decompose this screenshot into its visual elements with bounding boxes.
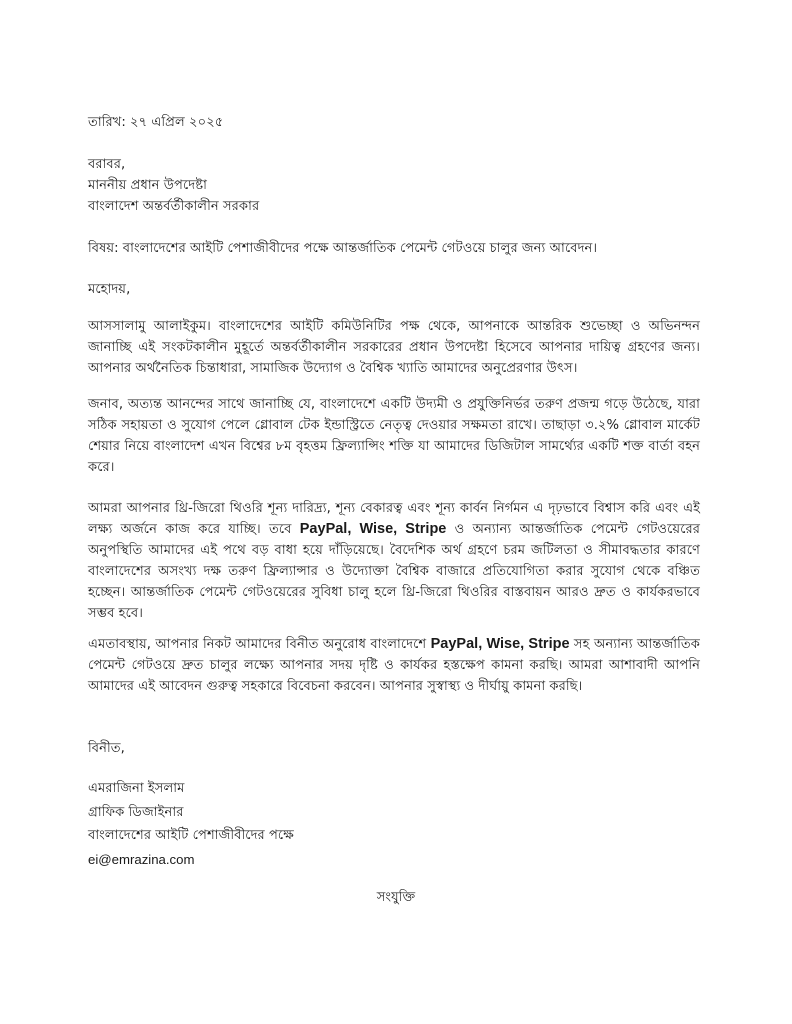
letter-greeting: মহোদয়, <box>88 282 131 297</box>
signer-email[interactable]: ei@emrazina.com <box>88 851 195 867</box>
recipient-salutation: বরাবর, <box>88 157 126 172</box>
signer-designation: গ্রাফিক ডিজাইনার <box>88 804 184 820</box>
recipient-title: মাননীয় প্রধান উপদেষ্টা <box>88 178 207 193</box>
recipient-organization: বাংলাদেশ অন্তর্বর্তীকালীন সরকার <box>88 199 260 214</box>
signer-name: এমরাজিনা ইসলাম <box>88 781 185 796</box>
paragraph-greeting: আসসালামু আলাইকুম। বাংলাদেশের আইটি কমিউনিটির পক্ষ থেকে, আপনাকে আন্তরিক শুভেচ্ছা ও অভিনন্দন জানাচ্ছি এই সংকটকালীন মুহূর্তে অন্তর্বর্তীকালীন সরকারের প্রধান উপদেষ্টা হিসেবে আপনার দায়িত্ব গ্রহণের জন্য। আপনার অর্থনৈতিক চিন্তাধারা, সামাজিক উদ্যোগ ও বৈশ্বিক খ্যাতি আমাদের অনুপ্রেরণার উৎস। <box>88 319 700 376</box>
p4-text-after: সহ অন্যান্য আন্তর্জাতিক পেমেন্ট গেটওয়ে দ্রুত চালুর লক্ষ্যে আপনার সদয় দৃষ্টি ও কার্যকর হস্তক্ষেপ কামনা করছি। আমরা আশাবাদী আপনি আমাদের এই আবেদন গুরুত্ব সহকারে বিবেচনা করবেন। আপনার সুস্বাস্থ্য ও দীর্ঘায়ু কামনা করছি। <box>88 637 700 694</box>
letter-subject: বিষয়: বাংলাদেশের আইটি পেশাজীবীদের পক্ষে আন্তর্জাতিক পেমেন্ট গেটওয়ে চালুর জন্য আবেদন। <box>88 241 598 256</box>
attachment-label: সংযুক্তি <box>376 890 416 905</box>
letter-closing: বিনীত, <box>88 741 125 756</box>
payment-gateways-bold: PayPal, Wise, Stripe <box>430 636 570 652</box>
signer-on-behalf: বাংলাদেশের আইটি পেশাজীবীদের পক্ষে <box>88 828 294 843</box>
p3-text-before: আমরা আপনার থ্রি-জিরো থিওরি শূন্য দারিদ্র্য, শূন্য বেকারত্ব এবং শূন্য কার্বন নির্গমন এ দৃঢ়ভাবে বিশ্বাস করি এবং এই লক্ষ্য অর্জনে কাজ করে যাচ্ছি। তবে <box>88 501 700 537</box>
paragraph-three-zero <box>88 498 700 624</box>
paragraph-request <box>88 634 700 697</box>
p3-text-after: ও অন্যান্য আন্তর্জাতিক পেমেন্ট গেটওয়েরের অনুপস্থিতি আমাদের এই পথে বড় বাধা হয়ে দাঁড়িয়েছে। বৈদেশিক অর্থ গ্রহণে চরম জটিলতা ও সীমাবদ্ধতার কারণে বাংলাদেশের অসংখ্য দক্ষ তরুণ ফ্রিল্যান্সার ও উদ্যোক্তা বৈশ্বিক বাজারে প্রতিযোগিতা করার সুযোগ থেকে বঞ্চিত হচ্ছেন। আন্তর্জাতিক পেমেন্ট গেটওয়েরের সুবিধা চালু হলে থ্রি-জিরো থিওরির বাস্তবায়ন আরও দ্রুত ও কার্যকরভাবে সম্ভব হবে। <box>88 522 700 621</box>
payment-gateways-bold: PayPal, Wise, Stripe <box>299 521 447 537</box>
p4-text-before: এমতাবস্থায়, আপনার নিকট আমাদের বিনীত অনুরোধ বাংলাদেশে <box>88 637 431 652</box>
paragraph-youth-talent: জনাব, অত্যন্ত আনন্দের সাথে জানাচ্ছি যে, বাংলাদেশে একটি উদ্যমী ও প্রযুক্তিনির্ভর তরুণ প্রজন্ম গড়ে উঠেছে, যারা সঠিক সহায়তা ও সুযোগ পেলে গ্লোবাল টেক ইন্ডাস্ট্রিতে নেতৃত্ব দেওয়ার সক্ষমতা রাখে। তাছাড়া ৩.২% গ্লোবাল মার্কেট শেয়ার নিয়ে বাংলাদেশ এখন বিশ্বের ৮ম বৃহত্তম ফ্রিল্যান্সিং শক্তি যা আমাদের ডিজিটাল সামর্থ্যের একটি শক্ত বার্তা বহন করে। <box>88 397 700 475</box>
letter-date: তারিখ: ২৭ এপ্রিল ২০২৫ <box>88 115 224 130</box>
recipient-block <box>88 154 259 217</box>
signature-block <box>88 777 294 871</box>
